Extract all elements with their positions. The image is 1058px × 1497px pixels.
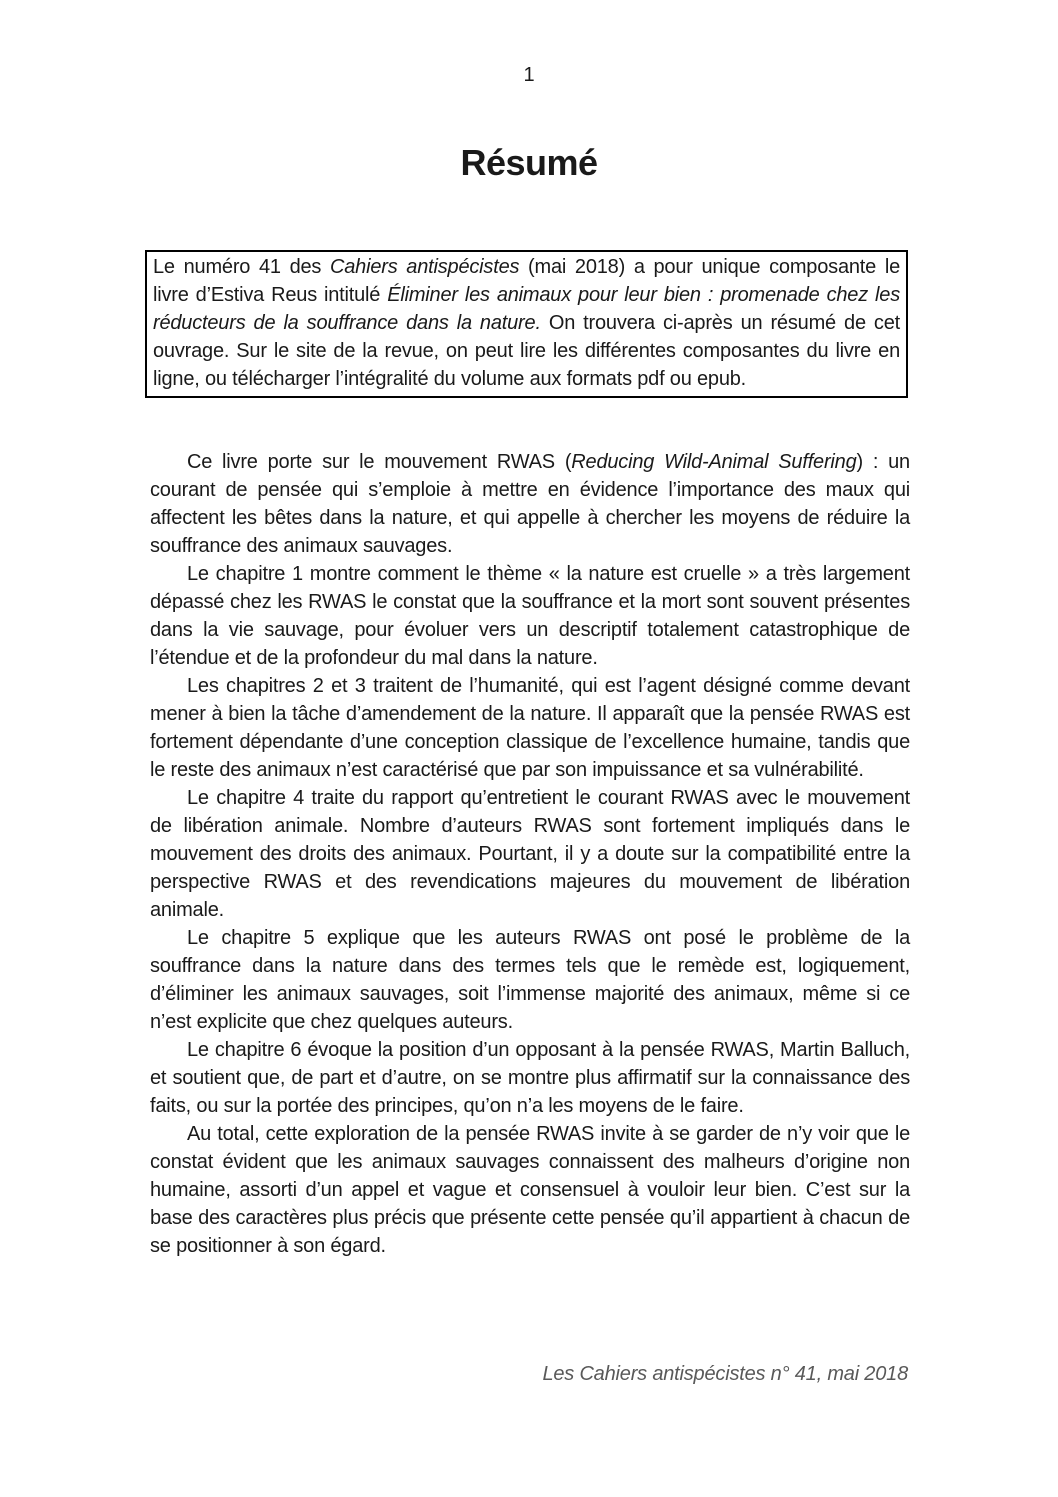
italic-text-run: Cahiers antispécistes — [330, 256, 520, 278]
text-run: Le chapitre 4 traite du rapport qu’entretient le courant RWAS avec le mouvement de libération animale. Nombre d’auteurs RWAS sont fortement impliqués dans le mouvement des droits des animaux. Pourtant, il y a doute sur la compatibilité entre la perspective RWAS et des revendications majeures du mouvement de libération animale. — [150, 787, 910, 921]
text-run: Les chapitres 2 et 3 traitent de l’humanité, qui est l’agent désigné comme devant mener à bien la tâche d’amendement de la nature. Il apparaît que la pensée RWAS est fortement dépendante d’une conception classique de l’excellence humaine, tandis que le reste des animaux n’est caractérisé que par son impuissance et sa vulnérabilité. — [150, 675, 910, 781]
text-run: Ce livre porte sur le mouvement RWAS ( — [187, 451, 572, 473]
italic-text-run: Éliminer les animaux pour leur bien : promenade chez les réducteurs de la souffrance dans la nature. — [153, 284, 900, 334]
body-paragraph — [150, 560, 910, 672]
italic-text-run: Reducing Wild-Animal Suffering — [571, 451, 857, 473]
body-paragraph — [150, 924, 910, 1036]
journal-footer: Les Cahiers antispécistes n° 41, mai 2018 — [542, 1363, 908, 1385]
page-number: 1 — [523, 64, 535, 86]
text-run: ) : un courant de pensée qui s’emploie à mettre en évidence l’importance des maux qui affectent les bêtes dans la nature, et qui appelle à chercher les moyens de réduire la souffrance des animaux sauvages. — [150, 451, 910, 557]
body-paragraph — [150, 1120, 910, 1260]
text-run: Le chapitre 1 montre comment le thème « la nature est cruelle » a très largement dépassé chez les RWAS le constat que la souffrance et la mort sont souvent présentes dans la vie sauvage, pour évoluer vers un descriptif totalement catastrophique de l’étendue et de la profondeur du mal dans la nature. — [150, 563, 910, 669]
text-run: Le chapitre 5 explique que les auteurs RWAS ont posé le problème de la souffrance dans la nature dans des termes tels que le remède est, logiquement, d’éliminer les animaux sauvages, soit l’immense majorité des animaux, même si ce n’est explicite que chez quelques auteurs. — [150, 927, 910, 1033]
text-run: (mai 2018) a pour unique composante le livre d’Estiva Reus intitulé — [153, 256, 900, 306]
abstract-box — [145, 250, 908, 398]
body-paragraph — [150, 784, 910, 924]
body-paragraph — [150, 672, 910, 784]
body-paragraph — [150, 1036, 910, 1120]
text-run: Le numéro 41 des — [153, 256, 330, 278]
text-run: Au total, cette exploration de la pensée RWAS invite à se garder de n’y voir que le constat évident que les animaux sauvages connaissent des malheurs d’origine non humaine, assorti d’un appel et vague et consensuel à vouloir leur bien. C’est sur la base des caractères plus précis que présente cette pensée qu’il appartient à chacun de se positionner à son égard. — [150, 1123, 910, 1257]
body-paragraph — [150, 448, 910, 560]
text-run: Le chapitre 6 évoque la position d’un opposant à la pensée RWAS, Martin Balluch, et soutient que, de part et d’autre, on se montre plus affirmatif sur la connaissance des faits, ou sur la portée des principes, qu’on n’a les moyens de le faire. — [150, 1039, 910, 1117]
text-run: On trouvera ci-après un résumé de cet ouvrage. Sur le site de la revue, on peut lire les différentes composantes du livre en ligne, ou télécharger l’intégralité du volume aux formats pdf ou epub. — [153, 312, 900, 390]
page-title: Résumé — [460, 142, 598, 183]
body-text — [150, 448, 910, 1260]
